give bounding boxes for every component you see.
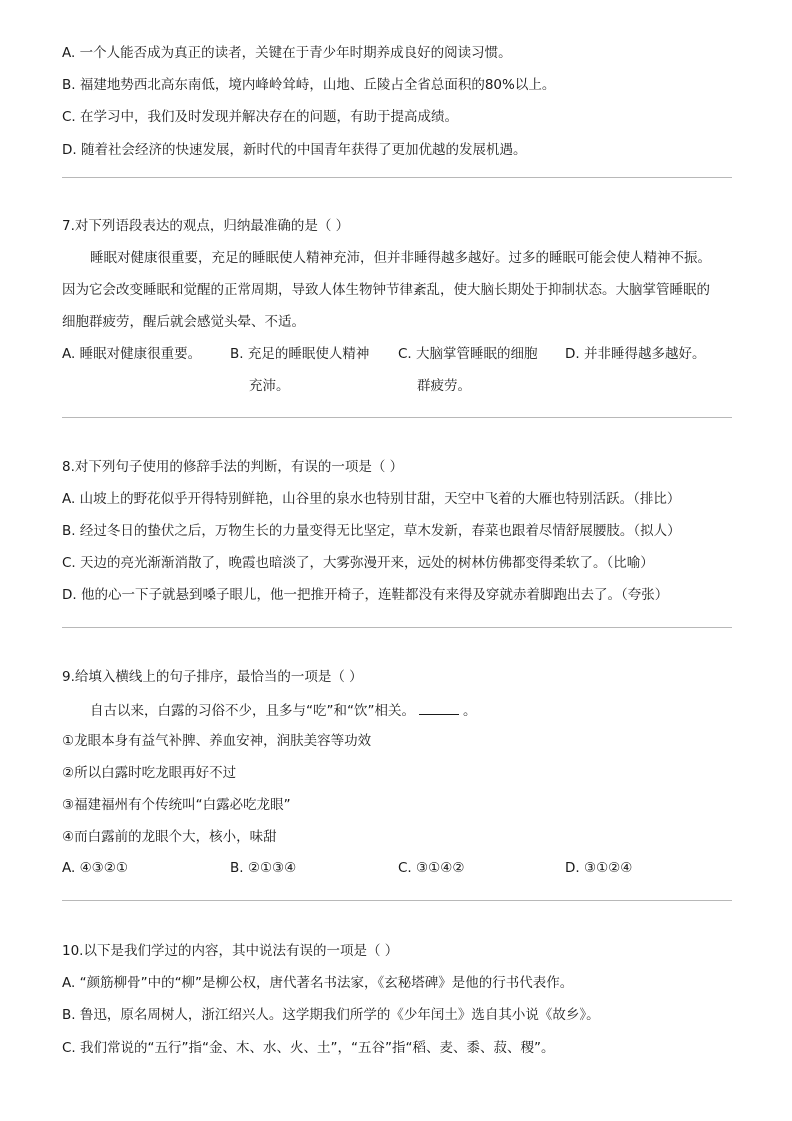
q10-option-c: C. 我们常说的“五行”指“金、木、水、火、土”，“五谷”指“稻、麦、黍、菽、稷”。 [62, 1040, 555, 1056]
q9-stem: 9.给填入横线上的句子排序，最恰当的一项是（ ） [62, 669, 363, 685]
q7-passage-line: 睡眠对健康很重要，充足的睡眠使人精神充沛，但并非睡得越多越好。过多的睡眠可能会使人精神不振。 [90, 250, 711, 266]
q7-passage-line: 细胞群疲劳，醒后就会感觉头晕、不适。 [62, 314, 305, 330]
q6-option-c: C. 在学习中，我们及时发现并解决存在的问题，有助于提高成绩。 [62, 109, 459, 125]
q8-option-d: D. 他的心一下子就悬到嗓子眼儿，他一把推开椅子，连鞋都没有来得及穿就赤着脚跑出去了。（夸张） [62, 587, 669, 603]
q6-option-b: B. 福建地势西北高东南低，境内峰岭耸峙，山地、丘陵占全省总面积的80%以上。 [62, 77, 556, 93]
q7-option-b-cont: 充沛。 [249, 378, 290, 394]
q9-option-d: D. ③①②④ [565, 860, 633, 876]
q9-sentence-1: ①龙眼本身有益气补脾、养血安神，润肤美容等功效 [62, 733, 372, 749]
q9-passage-text: 自古以来，白露的习俗不少，且多与“吃”和“饮”相关。 [90, 703, 415, 719]
answer-blank [419, 700, 459, 715]
q6-option-d: D. 随着社会经济的快速发展，新时代的中国青年获得了更加优越的发展机遇。 [62, 142, 527, 158]
q9-option-c: C. ③①④② [398, 860, 465, 876]
q8-option-a: A. 山坡上的野花似乎开得特别鲜艳，山谷里的泉水也特别甘甜，天空中飞着的大雁也特别活跃。（排比） [62, 491, 681, 507]
q7-option-b: B. 充足的睡眠使人精神 [230, 346, 370, 362]
q9-sentence-2: ②所以白露时吃龙眼再好不过 [62, 765, 237, 781]
q6-option-a: A. 一个人能否成为真正的读者，关键在于青少年时期养成良好的阅读习惯。 [62, 45, 512, 61]
q9-passage-end: 。 [462, 703, 477, 719]
q9-option-a: A. ④③②① [62, 860, 128, 876]
divider [62, 417, 732, 418]
q8-option-b: B. 经过冬日的蛰伏之后，万物生长的力量变得无比坚定，草木发新，春菜也跟着尽情舒展腰肢。（拟人） [62, 523, 681, 539]
divider [62, 900, 732, 901]
q9-sentence-4: ④而白露前的龙眼个大，核小，味甜 [62, 829, 277, 845]
q9-sentence-3: ③福建福州有个传统叫“白露必吃龙眼” [62, 797, 291, 813]
q10-option-a: A. “颜筋柳骨”中的“柳”是柳公权，唐代著名书法家，《玄秘塔碑》是他的行书代表作。 [62, 975, 574, 991]
q8-option-c: C. 天边的亮光渐渐消散了，晚霞也暗淡了，大雾弥漫开来，远处的树林仿佛都变得柔软了。（比喻） [62, 555, 654, 571]
q8-stem: 8.对下列句子使用的修辞手法的判断，有误的一项是（ ） [62, 459, 404, 475]
q7-stem: 7.对下列语段表达的观点，归纳最准确的是（ ） [62, 218, 350, 234]
q7-passage-line: 因为它会改变睡眠和觉醒的正常周期，导致人体生物钟节律紊乱，使大脑长期处于抑制状态。大脑掌管睡眠的 [62, 282, 710, 298]
divider [62, 627, 732, 628]
q10-option-b: B. 鲁迅，原名周树人，浙江绍兴人。这学期我们所学的《少年闰土》选自其小说《故乡》。 [62, 1007, 600, 1023]
q9-option-b: B. ②①③④ [230, 860, 297, 876]
q7-option-a: A. 睡眠对健康很重要。 [62, 346, 202, 362]
q10-stem: 10.以下是我们学过的内容，其中说法有误的一项是（ ） [62, 943, 399, 959]
q7-option-c: C. 大脑掌管睡眠的细胞 [398, 346, 538, 362]
divider [62, 177, 732, 178]
q7-option-c-cont: 群疲劳。 [417, 378, 471, 394]
q9-passage [90, 700, 476, 721]
q7-option-d: D. 并非睡得越多越好。 [565, 346, 706, 362]
